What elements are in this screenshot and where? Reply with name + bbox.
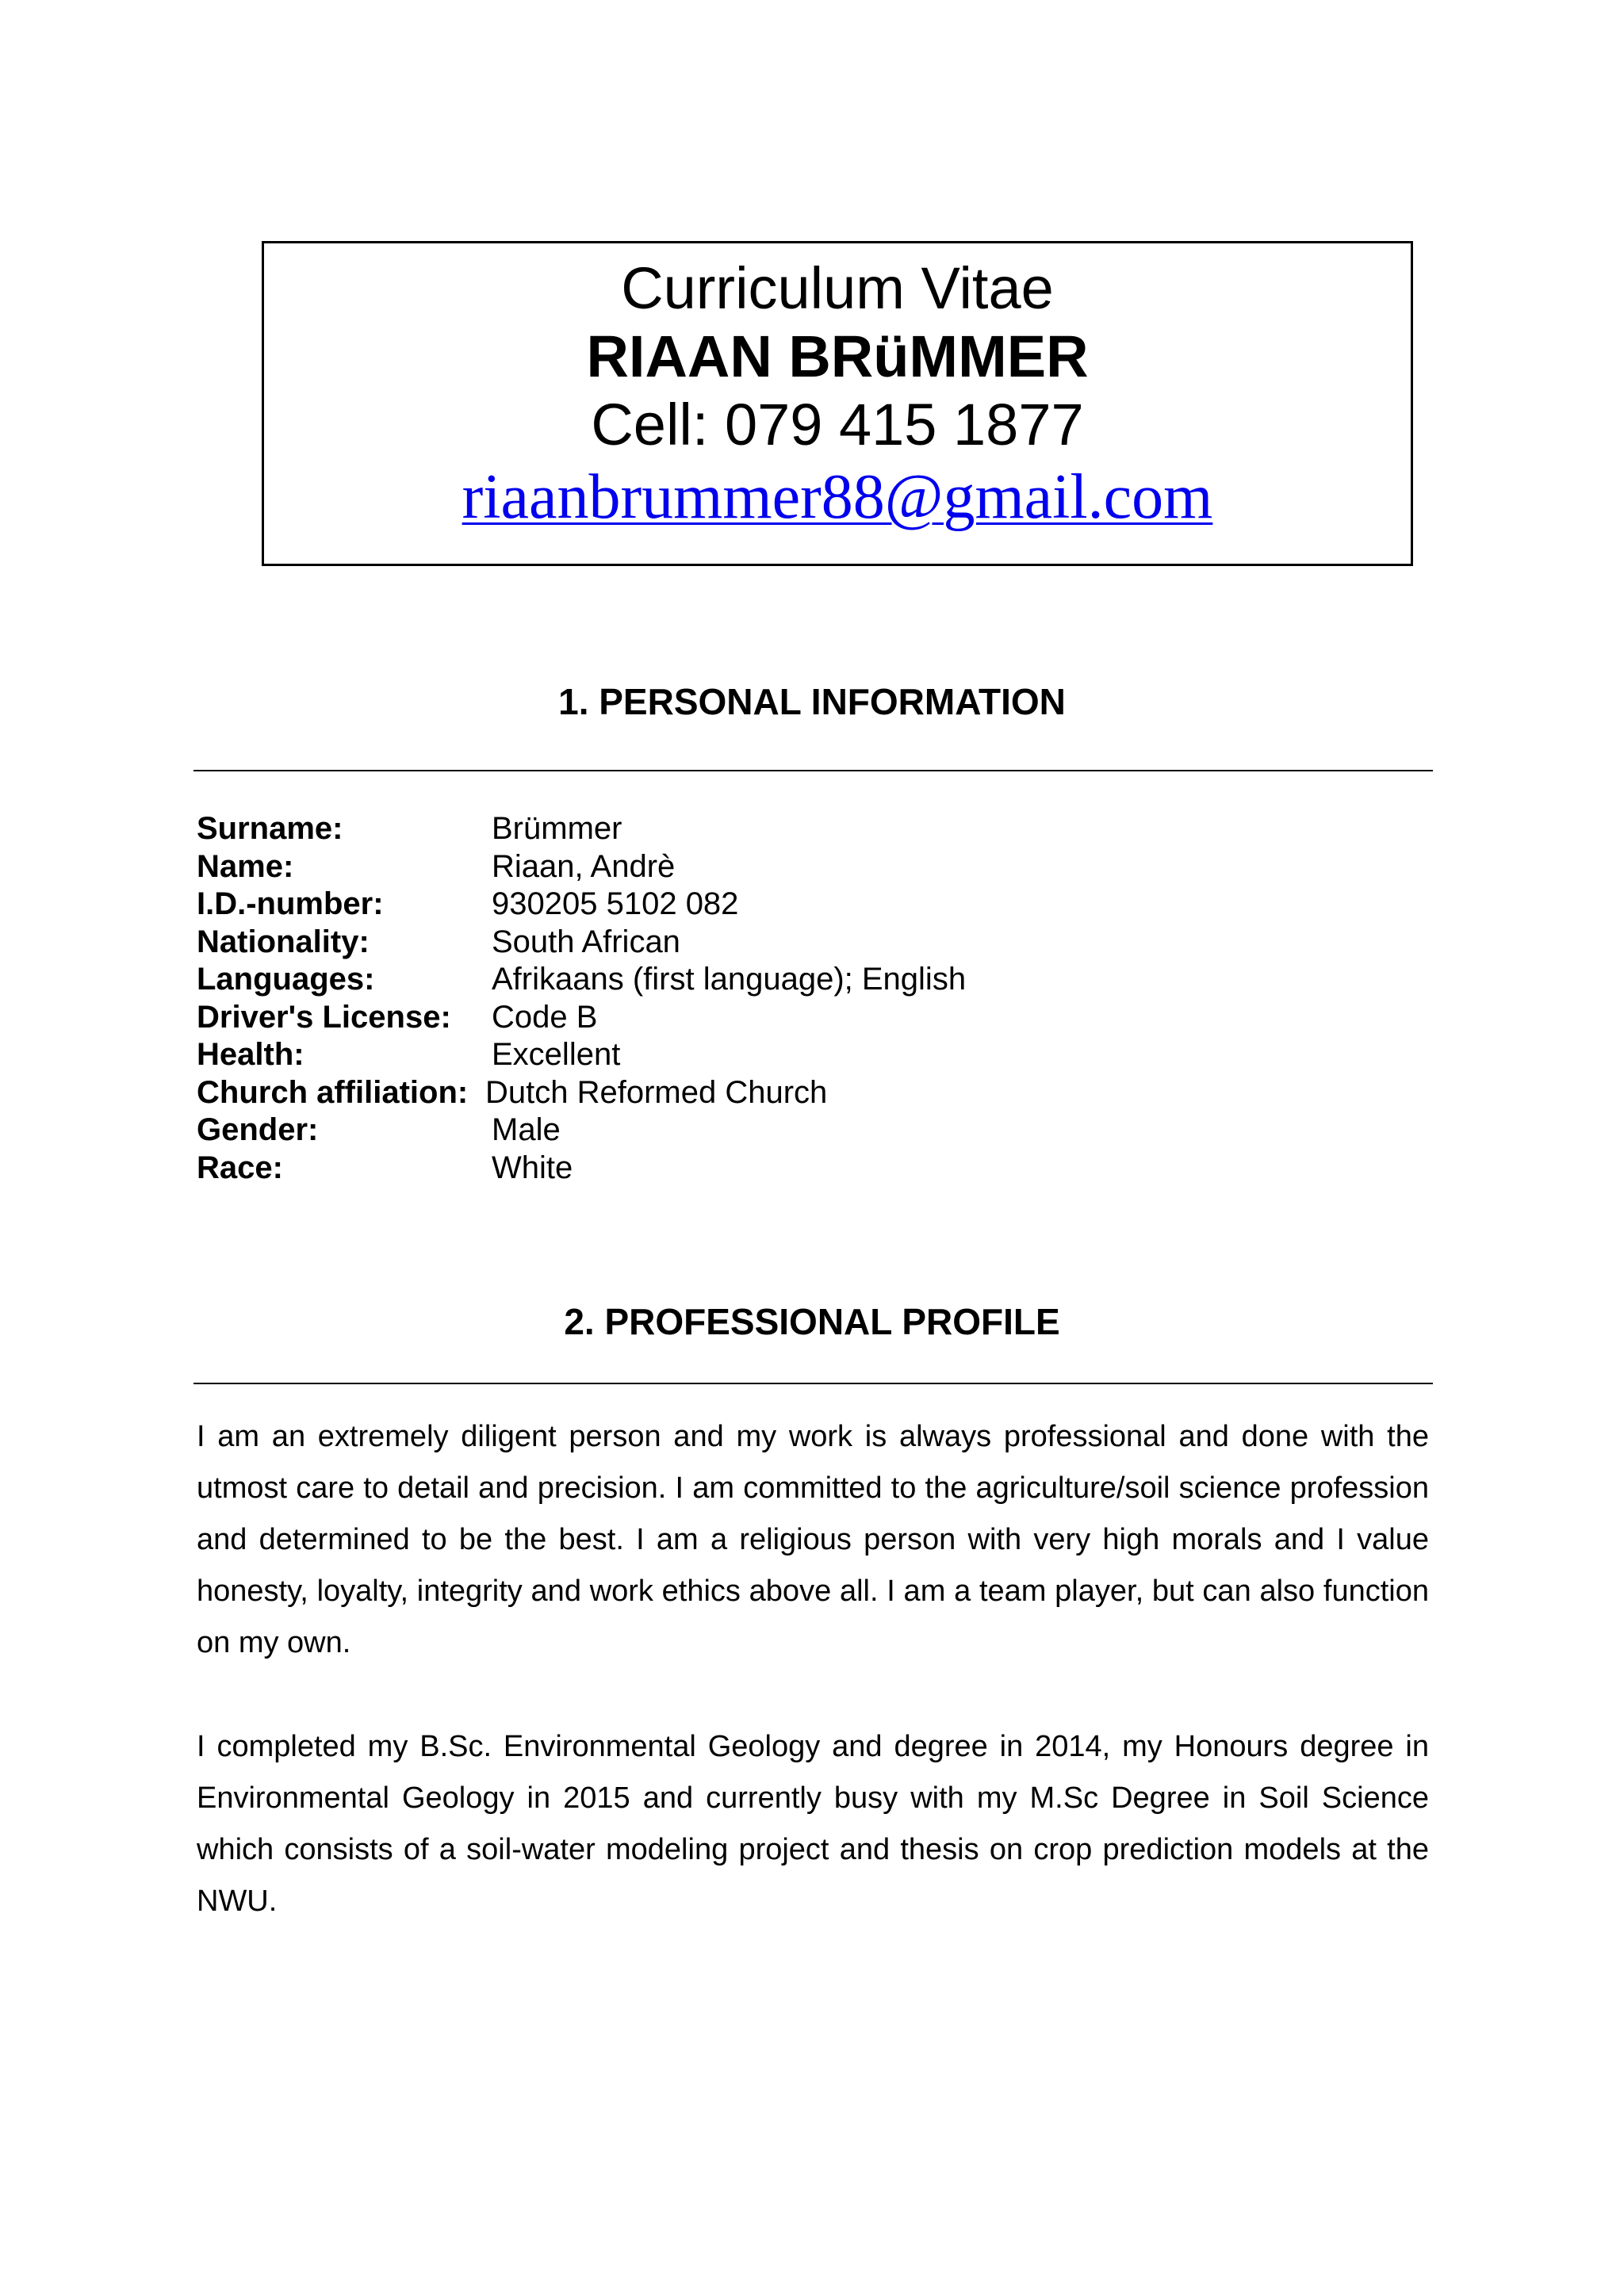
- info-label: Surname:: [197, 811, 343, 846]
- info-value: White: [492, 1150, 573, 1185]
- info-value: 930205 5102 082: [492, 886, 739, 921]
- section-divider: [193, 770, 1433, 771]
- info-label: Name:: [197, 848, 294, 884]
- profile-paragraph: I am an extremely diligent person and my work is always professional and done with the utmost care to detail and precision. I am committed to the agriculture/soil science profession and determined to be the best. I am a religious person with very high morals and I value honesty, loyalty, integrity and work ethics above all. I am a team player, but can also function on my own.: [197, 1420, 1429, 1659]
- info-label: Nationality:: [197, 924, 370, 959]
- info-label: Race:: [197, 1150, 283, 1185]
- info-value: South African: [492, 924, 680, 959]
- candidate-name: RIAAN BRüMMER: [586, 323, 1089, 389]
- profile-paragraph: I completed my B.Sc. Environmental Geology and degree in 2014, my Honours degree in Environmental Geology in 2015 and currently busy with my M.Sc Degree in Soil Science which consists of a soil-water modeling project and thesis on crop prediction models at the NWU.: [197, 1730, 1429, 1918]
- info-label: Health:: [197, 1037, 304, 1072]
- info-value: Afrikaans (first language); English: [492, 962, 967, 997]
- cell-number: Cell: 079 415 1877: [591, 392, 1084, 457]
- info-value: Excellent: [492, 1037, 621, 1072]
- info-label: Driver's License:: [197, 999, 451, 1035]
- info-label: Languages:: [197, 962, 375, 997]
- info-value: Male: [492, 1112, 561, 1147]
- info-value: Riaan, Andrè: [492, 848, 676, 884]
- section-heading-personal-information: 1. PERSONAL INFORMATION: [558, 681, 1066, 722]
- section-heading-professional-profile: 2. PROFESSIONAL PROFILE: [564, 1301, 1060, 1342]
- info-value: Code B: [492, 999, 598, 1035]
- info-label: Church affiliation:: [197, 1074, 469, 1110]
- info-value: Dutch Reformed Church: [485, 1074, 828, 1110]
- email-link[interactable]: riaanbrummer88@gmail.com: [462, 462, 1213, 532]
- info-label: Gender:: [197, 1112, 319, 1147]
- info-label: I.D.-number:: [197, 886, 384, 921]
- cv-header-box: [262, 241, 1413, 566]
- section-divider: [193, 1383, 1433, 1384]
- cv-title: Curriculum Vitae: [621, 255, 1054, 321]
- info-value: Brümmer: [492, 811, 622, 846]
